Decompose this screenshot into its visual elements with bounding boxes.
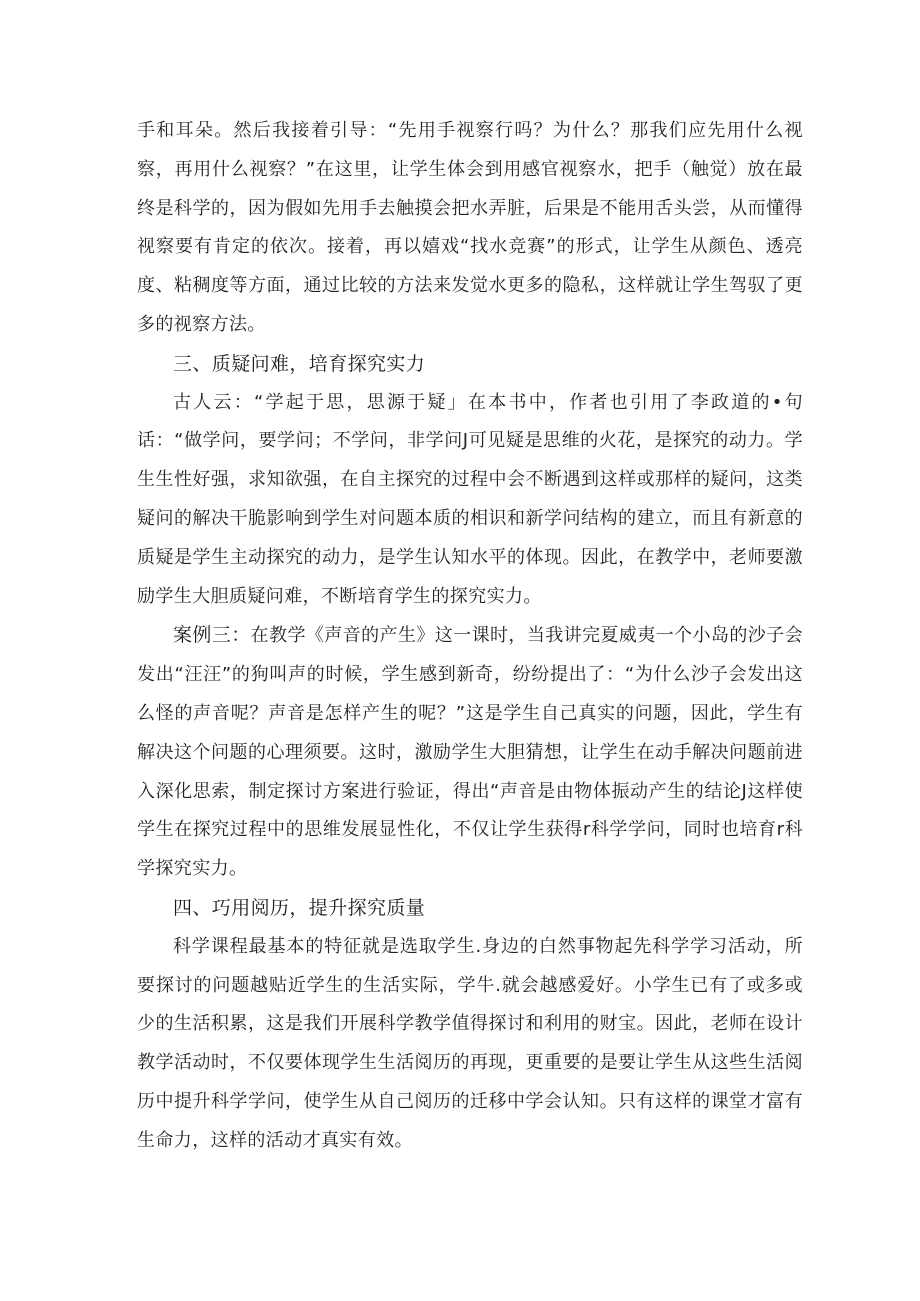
case-3-label: 案例三： [173,624,251,647]
case-3-text: 在教学《声音的产生》这一课时，当我讲完夏威夷一个小岛的沙子会发出“汪汪”的狗叫声的时候，学生感到新奇，纷纷提出了：“为什么沙子会发出这么怪的声音呢？声音是怎样产生的呢？”这是学生自己真实的问题，因此，学生有解决这个问题的心理须要。这时，激励学生大胆猜想，让学生在动手解决问题前进入深化思索，制定探讨方案进行验证，得出“声音是由物体振动产生的结论J这样使学生在探究过程中的思维发展显性化，不仅让学生获得r科学学问，同时也培育r科学探究实力。 [137,625,803,880]
section-heading-4: 四、巧用阅历，提升探究质量 [173,896,426,919]
section-heading-3: 三、质疑问难，培育探究实力 [173,352,426,375]
paragraph-continued: 手和耳朵。然后我接着引导：“先用手视察行吗？为什么？那我们应先用什么视察，再用什么视察？”在这里，让学生体会到用感官视察水，把手（触觉）放在最终是科学的，因为假如先用手去触摸会把水弄脏，后果是不能用舌头尝，从而懂得视察要有肯定的依次。接着，再以嬉戏“找水竞赛”的形式，让学生从颜色、透亮度、粘稠度等方面，通过比较的方法来发觉水更多的隐私，这样就让学生驾驭了更多的视察方法。 [137,120,803,335]
paragraph-quote: 古人云：“学起于思，思源于疑」在本书中，作者也引用了李政道的•句话：“做学问，要学问；不学问，非学问J可见疑是思维的火花，是探究的动力。学生生性好强，求知欲强，在自主探究的过程中会不断遇到这样或那样的疑问，这类疑问的解决干脆影响到学生对问题本质的相识和新学问结构的建立，而且有新意的质疑是学生主动探究的动力，是学生认知水平的体现。因此，在教学中，老师要激励学生大胆质疑问难，不断培育学生的探究实力。 [137,391,803,607]
paragraph-experience: 科学课程最基本的特征就是选取学生.身边的白然事物起先科学学习活动，所要探讨的问题越贴近学生的生活实际，学牛.就会越感爱好。小学生已有了或多或少的生活积累，这是我们开展科学教学值得探讨和利用的财宝。因此，老师在设计教学活动时，不仅要体现学生生活阅历的再现，更重要的是要让学生从这些生活阅历中提升科学学问，使学生从自己阅历的迁移中学会认知。只有这样的课堂才富有生命力，这样的活动才真实有效。 [137,935,803,1151]
document-body [137,112,803,1161]
paragraph-case-3 [137,616,803,889]
